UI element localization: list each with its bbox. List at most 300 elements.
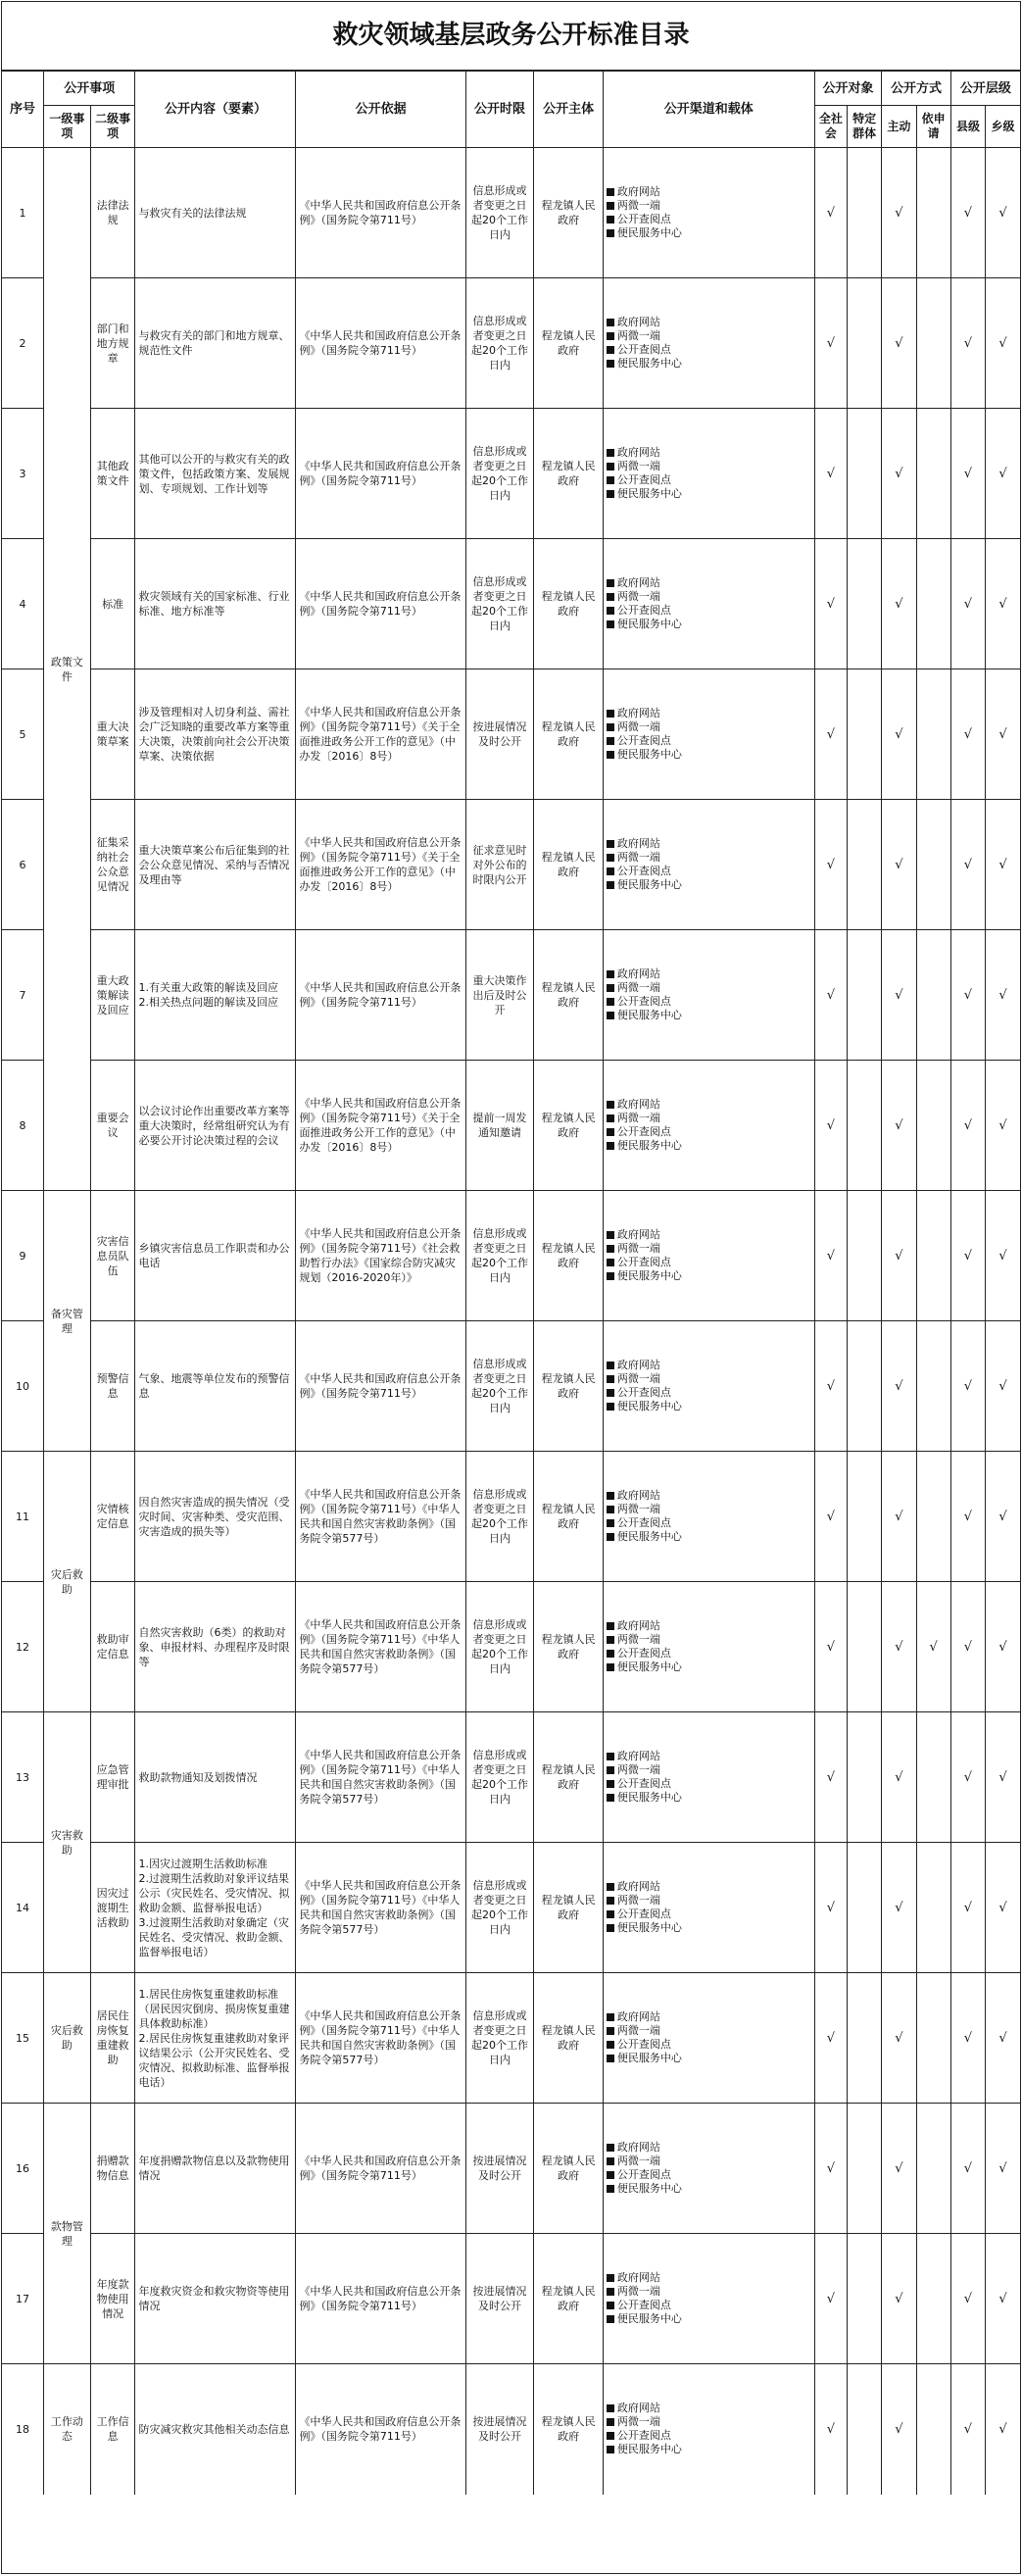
square-bullet-icon — [607, 1910, 614, 1918]
square-bullet-icon — [607, 1650, 614, 1658]
row-method-apply — [916, 539, 950, 669]
row-basis: 《中华人民共和国政府信息公开条例》（国务院令第711号） — [296, 2234, 465, 2364]
channel-item: 便民服务中心 — [607, 1400, 811, 1413]
row-target-specific — [847, 669, 881, 800]
row-level1: 灾后救助 — [44, 1973, 91, 2104]
row-level-town: √ — [986, 1582, 1020, 1712]
row-target-all: √ — [814, 2234, 847, 2364]
row-seq: 3 — [2, 409, 44, 539]
square-bullet-icon — [607, 1012, 614, 1019]
row-method-active: √ — [882, 1843, 916, 1973]
row-method-apply: √ — [916, 1582, 950, 1712]
table-row — [2, 1843, 1020, 1973]
row-level-county: √ — [950, 1582, 985, 1712]
square-bullet-icon — [607, 463, 614, 471]
row-method-active: √ — [882, 1452, 916, 1582]
square-bullet-icon — [607, 319, 614, 326]
square-bullet-icon — [607, 1753, 614, 1760]
header-level-county: 县级 — [950, 106, 985, 148]
row-level-county: √ — [950, 409, 985, 539]
row-subject: 程龙镇人民政府 — [534, 1712, 604, 1843]
row-method-apply — [916, 1452, 950, 1582]
row-level-county: √ — [950, 1321, 985, 1452]
row-method-active: √ — [882, 1582, 916, 1712]
square-bullet-icon — [607, 1259, 614, 1266]
table-row — [2, 2104, 1020, 2234]
row-target-all: √ — [814, 278, 847, 409]
row-basis: 《中华人民共和国政府信息公开条例》（国务院令第711号）《关于全面推进政务公开工作的意见》（中办发〔2016〕8号） — [296, 1061, 465, 1191]
square-bullet-icon — [607, 360, 614, 368]
row-seq: 2 — [2, 278, 44, 409]
row-target-specific — [847, 409, 881, 539]
row-content: 涉及管理相对人切身利益、需社会广泛知晓的重要改革方案等重大决策，决策前向社会公开决策草案、决策依据 — [135, 669, 296, 800]
row-method-apply — [916, 409, 950, 539]
row-level-town: √ — [986, 800, 1020, 930]
header-time: 公开时限 — [465, 72, 534, 148]
row-time: 提前一周发通知邀请 — [465, 1061, 534, 1191]
row-level-county: √ — [950, 278, 985, 409]
row-content: 1.有关重大政策的解读及回应 2.相关热点问题的解读及回应 — [135, 930, 296, 1061]
row-method-apply — [916, 1843, 950, 1973]
channel-item: 两微一端 — [607, 981, 811, 995]
row-seq: 5 — [2, 669, 44, 800]
row-level-county: √ — [950, 2364, 985, 2495]
row-level-town: √ — [986, 1843, 1020, 1973]
row-time: 信息形成或者变更之日起20个工作日内 — [465, 1843, 534, 1973]
row-content: 年度救灾资金和救灾物资等使用情况 — [135, 2234, 296, 2364]
square-bullet-icon — [607, 984, 614, 992]
row-channels — [603, 1582, 814, 1712]
row-time: 信息形成或者变更之日起20个工作日内 — [465, 1452, 534, 1582]
square-bullet-icon — [607, 449, 614, 457]
row-level-town: √ — [986, 669, 1020, 800]
square-bullet-icon — [607, 2315, 614, 2323]
row-seq: 1 — [2, 148, 44, 278]
row-method-active: √ — [882, 800, 916, 930]
square-bullet-icon — [607, 2404, 614, 2412]
row-content: 与救灾有关的部门和地方规章、规范性文件 — [135, 278, 296, 409]
row-channels — [603, 800, 814, 930]
row-level2: 工作信息 — [90, 2364, 135, 2495]
channel-item: 政府网站 — [607, 1489, 811, 1503]
row-target-all: √ — [814, 1712, 847, 1843]
row-subject: 程龙镇人民政府 — [534, 669, 604, 800]
table-row — [2, 1191, 1020, 1321]
row-method-active: √ — [882, 1712, 916, 1843]
square-bullet-icon — [607, 332, 614, 340]
channel-item: 便民服务中心 — [607, 1009, 811, 1022]
row-subject: 程龙镇人民政府 — [534, 1843, 604, 1973]
square-bullet-icon — [607, 2144, 614, 2152]
row-channels — [603, 1712, 814, 1843]
channel-item: 两微一端 — [607, 2415, 811, 2429]
row-content: 与救灾有关的法律法规 — [135, 148, 296, 278]
channel-item: 政府网站 — [607, 316, 811, 329]
square-bullet-icon — [607, 1883, 614, 1891]
row-time: 信息形成或者变更之日起20个工作日内 — [465, 1973, 534, 2104]
row-basis: 《中华人民共和国政府信息公开条例》（国务院令第711号） — [296, 2364, 465, 2495]
square-bullet-icon — [607, 1101, 614, 1109]
row-level2: 年度款物使用情况 — [90, 2234, 135, 2364]
channel-item: 两微一端 — [607, 1242, 811, 1256]
square-bullet-icon — [607, 1128, 614, 1136]
row-target-all: √ — [814, 2104, 847, 2234]
square-bullet-icon — [607, 1245, 614, 1253]
channel-item: 两微一端 — [607, 1633, 811, 1647]
square-bullet-icon — [607, 970, 614, 978]
channel-item: 公开查阅点 — [607, 2038, 811, 2052]
square-bullet-icon — [607, 1794, 614, 1802]
channel-item: 政府网站 — [607, 185, 811, 199]
header-items: 公开事项 — [44, 72, 135, 106]
row-level2: 预警信息 — [90, 1321, 135, 1452]
row-target-specific — [847, 1321, 881, 1452]
row-target-all: √ — [814, 800, 847, 930]
row-method-active: √ — [882, 1191, 916, 1321]
row-method-apply — [916, 1191, 950, 1321]
row-level1: 政策文件 — [44, 148, 91, 1191]
row-level-town: √ — [986, 278, 1020, 409]
row-time: 信息形成或者变更之日起20个工作日内 — [465, 1321, 534, 1452]
channel-item: 便民服务中心 — [607, 2312, 811, 2326]
row-level-town: √ — [986, 148, 1020, 278]
row-level-town: √ — [986, 409, 1020, 539]
square-bullet-icon — [607, 2288, 614, 2296]
channel-item: 政府网站 — [607, 837, 811, 851]
row-level2: 居民住房恢复重建救助 — [90, 1973, 135, 2104]
header-method-apply: 依申请 — [916, 106, 950, 148]
row-time: 信息形成或者变更之日起20个工作日内 — [465, 409, 534, 539]
row-seq: 12 — [2, 1582, 44, 1712]
row-method-apply — [916, 1712, 950, 1843]
row-target-specific — [847, 2234, 881, 2364]
row-method-apply — [916, 2364, 950, 2495]
square-bullet-icon — [607, 2302, 614, 2309]
square-bullet-icon — [607, 998, 614, 1006]
row-channels — [603, 409, 814, 539]
channel-item: 公开查阅点 — [607, 734, 811, 748]
row-level-town: √ — [986, 2364, 1020, 2495]
channel-item: 两微一端 — [607, 851, 811, 865]
channel-item: 政府网站 — [607, 2271, 811, 2285]
row-basis: 《中华人民共和国政府信息公开条例》（国务院令第711号） — [296, 1321, 465, 1452]
row-method-active: √ — [882, 2234, 916, 2364]
row-level2: 法律法规 — [90, 148, 135, 278]
table-row — [2, 1452, 1020, 1582]
channel-item: 两微一端 — [607, 2155, 811, 2168]
row-method-apply — [916, 1061, 950, 1191]
row-seq: 11 — [2, 1452, 44, 1582]
channel-item: 政府网站 — [607, 1880, 811, 1894]
row-basis: 《中华人民共和国政府信息公开条例》（国务院令第711号） — [296, 148, 465, 278]
channel-item: 两微一端 — [607, 1894, 811, 1907]
square-bullet-icon — [607, 1375, 614, 1383]
row-target-all: √ — [814, 1843, 847, 1973]
channel-item: 政府网站 — [607, 707, 811, 720]
row-level-county: √ — [950, 930, 985, 1061]
table-row — [2, 148, 1020, 278]
channel-item: 公开查阅点 — [607, 1516, 811, 1530]
row-level-county: √ — [950, 2104, 985, 2234]
square-bullet-icon — [607, 1231, 614, 1239]
row-channels — [603, 148, 814, 278]
row-subject: 程龙镇人民政府 — [534, 1191, 604, 1321]
square-bullet-icon — [607, 2013, 614, 2021]
row-subject: 程龙镇人民政府 — [534, 2104, 604, 2234]
channel-item: 公开查阅点 — [607, 995, 811, 1009]
row-method-apply — [916, 800, 950, 930]
row-time: 按进展情况及时公开 — [465, 669, 534, 800]
square-bullet-icon — [607, 188, 614, 196]
row-target-all: √ — [814, 2364, 847, 2495]
square-bullet-icon — [607, 2446, 614, 2453]
square-bullet-icon — [607, 1897, 614, 1905]
row-level-county: √ — [950, 1061, 985, 1191]
row-target-specific — [847, 1061, 881, 1191]
square-bullet-icon — [607, 2055, 614, 2062]
row-subject: 程龙镇人民政府 — [534, 1321, 604, 1452]
row-target-specific — [847, 930, 881, 1061]
row-level-county: √ — [950, 800, 985, 930]
square-bullet-icon — [607, 346, 614, 354]
header-method-active: 主动 — [882, 106, 916, 148]
square-bullet-icon — [607, 854, 614, 862]
row-time: 信息形成或者变更之日起20个工作日内 — [465, 539, 534, 669]
row-level2: 灾情核定信息 — [90, 1452, 135, 1582]
row-channels — [603, 2104, 814, 2234]
square-bullet-icon — [607, 1272, 614, 1280]
row-target-specific — [847, 1973, 881, 2104]
table-row — [2, 1712, 1020, 1843]
table-row — [2, 278, 1020, 409]
square-bullet-icon — [607, 2027, 614, 2035]
square-bullet-icon — [607, 737, 614, 745]
square-bullet-icon — [607, 2432, 614, 2440]
row-time: 按进展情况及时公开 — [465, 2364, 534, 2495]
square-bullet-icon — [607, 840, 614, 848]
row-level2: 捐赠款物信息 — [90, 2104, 135, 2234]
channel-item: 公开查阅点 — [607, 2429, 811, 2443]
channel-item: 政府网站 — [607, 1619, 811, 1633]
channel-item: 公开查阅点 — [607, 343, 811, 357]
header-level2: 二级事项 — [90, 106, 135, 148]
row-content: 自然灾害救助（6类）的救助对象、申报材料、办理程序及时限等 — [135, 1582, 296, 1712]
row-subject: 程龙镇人民政府 — [534, 1061, 604, 1191]
table-row — [2, 1061, 1020, 1191]
channel-item: 公开查阅点 — [607, 604, 811, 618]
channel-item: 两微一端 — [607, 1503, 811, 1516]
row-content: 1.因灾过渡期生活救助标准 2.过渡期生活救助对象评议结果公示（灾民姓名、受灾情况、拟救助金额、监督举报电话） 3.过渡期生活救助对象确定（灾民姓名、受灾情况、救助金额、监督举报电话） — [135, 1843, 296, 1973]
row-target-all: √ — [814, 1321, 847, 1452]
row-method-apply — [916, 2234, 950, 2364]
row-basis: 《中华人民共和国政府信息公开条例》（国务院令第711号）《中华人民共和国自然灾害救助条例》（国务院令第577号） — [296, 1582, 465, 1712]
channel-item: 公开查阅点 — [607, 2168, 811, 2182]
row-level-town: √ — [986, 2104, 1020, 2234]
row-subject: 程龙镇人民政府 — [534, 1582, 604, 1712]
square-bullet-icon — [607, 2041, 614, 2049]
square-bullet-icon — [607, 1506, 614, 1513]
table-row — [2, 800, 1020, 930]
header-level1: 一级事项 — [44, 106, 91, 148]
row-target-specific — [847, 148, 881, 278]
row-level-town: √ — [986, 1321, 1020, 1452]
row-basis: 《中华人民共和国政府信息公开条例》（国务院令第711号）《中华人民共和国自然灾害救助条例》（国务院令第577号） — [296, 1973, 465, 2104]
square-bullet-icon — [607, 1924, 614, 1932]
row-content: 因自然灾害造成的损失情况（受灾时间、灾害种类、受灾范围、灾害造成的损失等） — [135, 1452, 296, 1582]
row-method-active: √ — [882, 2364, 916, 2495]
table-body — [2, 148, 1020, 2495]
row-level2: 重大政策解读及回应 — [90, 930, 135, 1061]
row-target-specific — [847, 1191, 881, 1321]
row-target-all: √ — [814, 1973, 847, 2104]
row-level-town: √ — [986, 539, 1020, 669]
table-row — [2, 539, 1020, 669]
header-subject: 公开主体 — [534, 72, 604, 148]
row-seq: 7 — [2, 930, 44, 1061]
row-basis: 《中华人民共和国政府信息公开条例》（国务院令第711号） — [296, 930, 465, 1061]
channel-item: 政府网站 — [607, 1228, 811, 1242]
row-method-active: √ — [882, 1973, 916, 2104]
channel-item: 两微一端 — [607, 590, 811, 604]
square-bullet-icon — [607, 2185, 614, 2193]
table-row — [2, 930, 1020, 1061]
row-level-town: √ — [986, 1973, 1020, 2104]
row-level-town: √ — [986, 930, 1020, 1061]
channel-item: 两微一端 — [607, 1112, 811, 1125]
document-page — [1, 1, 1021, 2574]
channel-item: 两微一端 — [607, 460, 811, 473]
table-row — [2, 669, 1020, 800]
row-method-active: √ — [882, 409, 916, 539]
row-level-county: √ — [950, 1973, 985, 2104]
square-bullet-icon — [607, 751, 614, 759]
channel-item: 公开查阅点 — [607, 1907, 811, 1921]
row-level2: 重大决策草案 — [90, 669, 135, 800]
row-target-all: √ — [814, 1582, 847, 1712]
row-channels — [603, 2364, 814, 2495]
row-method-apply — [916, 669, 950, 800]
row-time: 征求意见时对外公布的时限内公开 — [465, 800, 534, 930]
document-title: 救灾领域基层政务公开标准目录 — [2, 2, 1020, 71]
row-method-active: √ — [882, 930, 916, 1061]
channel-item: 两微一端 — [607, 720, 811, 734]
row-level-town: √ — [986, 1191, 1020, 1321]
row-level1: 灾害救助 — [44, 1712, 91, 1973]
square-bullet-icon — [607, 229, 614, 237]
row-seq: 17 — [2, 2234, 44, 2364]
row-level-county: √ — [950, 1843, 985, 1973]
channel-item: 两微一端 — [607, 1763, 811, 1777]
row-seq: 16 — [2, 2104, 44, 2234]
row-channels — [603, 1191, 814, 1321]
row-level-county: √ — [950, 669, 985, 800]
header-seq: 序号 — [2, 72, 44, 148]
row-target-all: √ — [814, 1452, 847, 1582]
square-bullet-icon — [607, 607, 614, 615]
row-channels — [603, 930, 814, 1061]
row-target-specific — [847, 1712, 881, 1843]
row-subject: 程龙镇人民政府 — [534, 2364, 604, 2495]
row-method-apply — [916, 2104, 950, 2234]
row-method-active: √ — [882, 278, 916, 409]
square-bullet-icon — [607, 1492, 614, 1500]
header-target: 公开对象 — [814, 72, 882, 106]
channel-item: 政府网站 — [607, 2402, 811, 2415]
square-bullet-icon — [607, 1519, 614, 1527]
row-level1: 灾后救助 — [44, 1452, 91, 1712]
row-seq: 18 — [2, 2364, 44, 2495]
channel-item: 公开查阅点 — [607, 1777, 811, 1791]
square-bullet-icon — [607, 216, 614, 223]
row-target-specific — [847, 539, 881, 669]
row-level2: 救助审定信息 — [90, 1582, 135, 1712]
row-target-specific — [847, 2104, 881, 2234]
channel-item: 便民服务中心 — [607, 618, 811, 631]
square-bullet-icon — [607, 1766, 614, 1774]
row-content: 1.居民住房恢复重建救助标准（居民因灾倒房、损房恢复重建具体救助标准） 2.居民住房恢复重建救助对象评议结果公示（公开灾民姓名、受灾情况、拟救助标准、监督举报电话） — [135, 1973, 296, 2104]
table-row — [2, 409, 1020, 539]
square-bullet-icon — [607, 1389, 614, 1397]
square-bullet-icon — [607, 2171, 614, 2179]
channel-item: 便民服务中心 — [607, 226, 811, 240]
table-row — [2, 1973, 1020, 2104]
square-bullet-icon — [607, 867, 614, 875]
square-bullet-icon — [607, 579, 614, 587]
channel-item: 便民服务中心 — [607, 487, 811, 501]
square-bullet-icon — [607, 1780, 614, 1788]
channel-item: 便民服务中心 — [607, 1139, 811, 1153]
row-content: 其他可以公开的与救灾有关的政策文件，包括政策方案、发展规划、专项规划、工作计划等 — [135, 409, 296, 539]
row-level2: 应急管理审批 — [90, 1712, 135, 1843]
channel-item: 两微一端 — [607, 1372, 811, 1386]
row-method-active: √ — [882, 1321, 916, 1452]
row-method-apply — [916, 1321, 950, 1452]
row-seq: 14 — [2, 1843, 44, 1973]
header-method: 公开方式 — [882, 72, 951, 106]
row-target-all: √ — [814, 1191, 847, 1321]
row-method-apply — [916, 148, 950, 278]
row-subject: 程龙镇人民政府 — [534, 148, 604, 278]
row-method-apply — [916, 278, 950, 409]
row-time: 按进展情况及时公开 — [465, 2234, 534, 2364]
row-channels — [603, 278, 814, 409]
row-level-county: √ — [950, 1452, 985, 1582]
square-bullet-icon — [607, 202, 614, 210]
row-level1: 款物管理 — [44, 2104, 91, 2364]
header-target-specific: 特定群体 — [847, 106, 881, 148]
square-bullet-icon — [607, 881, 614, 889]
row-content: 年度捐赠款物信息以及款物使用情况 — [135, 2104, 296, 2234]
row-level-county: √ — [950, 2234, 985, 2364]
channel-item: 政府网站 — [607, 2141, 811, 2155]
square-bullet-icon — [607, 710, 614, 718]
row-level2: 因灾过渡期生活救助 — [90, 1843, 135, 1973]
row-subject: 程龙镇人民政府 — [534, 539, 604, 669]
header-level: 公开层级 — [950, 72, 1020, 106]
row-level-town: √ — [986, 2234, 1020, 2364]
table-row — [2, 2234, 1020, 2364]
row-level-county: √ — [950, 148, 985, 278]
square-bullet-icon — [607, 1403, 614, 1411]
header-basis: 公开依据 — [296, 72, 465, 148]
row-content: 重大决策草案公布后征集到的社会公众意见情况、采纳与否情况及理由等 — [135, 800, 296, 930]
row-channels — [603, 539, 814, 669]
row-method-active: √ — [882, 669, 916, 800]
row-content: 防灾减灾救灾其他相关动态信息 — [135, 2364, 296, 2495]
row-method-apply — [916, 930, 950, 1061]
channel-item: 政府网站 — [607, 1098, 811, 1112]
row-channels — [603, 1843, 814, 1973]
